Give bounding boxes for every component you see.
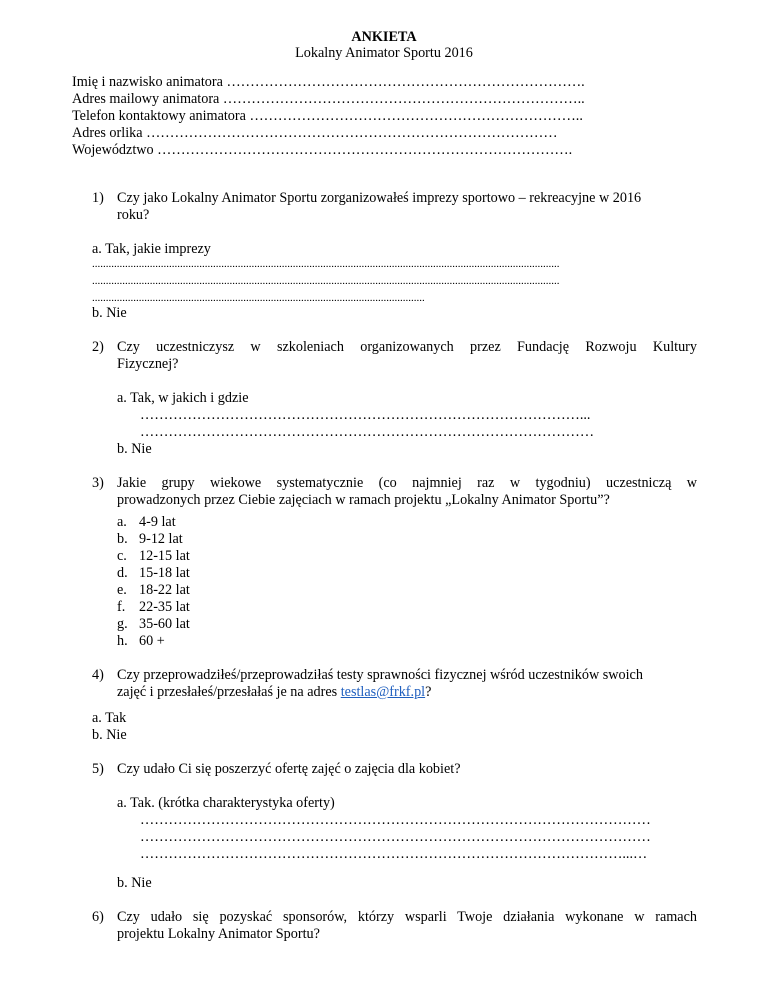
question-1-number: 1) — [92, 190, 104, 206]
question-4-option-b[interactable]: b. Nie — [92, 727, 127, 743]
question-5-answer-line[interactable]: …………………………………………………………………………………………...… — [140, 846, 648, 862]
option-letter: g. — [117, 616, 128, 632]
option-text: 60 + — [139, 633, 165, 649]
option-text: 15-18 lat — [139, 565, 190, 581]
option-letter: h. — [117, 633, 128, 649]
age-option-b[interactable] — [117, 531, 183, 548]
age-option-h[interactable] — [117, 633, 165, 650]
field-fill: ……………………………………………………………………………. — [157, 142, 573, 158]
question-5-option-b[interactable]: b. Nie — [117, 875, 152, 891]
field-label: Adres mailowy animatora — [72, 91, 220, 107]
question-5-option-a[interactable]: a. Tak. (krótka charakterystyka oferty) — [117, 795, 335, 811]
question-1-text-cont: roku? — [117, 207, 150, 223]
field-fill: …………………………………………………………………. — [226, 74, 585, 90]
question-2-option-a[interactable]: a. Tak, w jakich i gdzie — [117, 390, 249, 406]
question-1-option-a[interactable]: a. Tak, jakie imprezy — [92, 241, 211, 257]
age-option-d[interactable] — [117, 565, 190, 582]
field-label: Adres orlika — [72, 125, 143, 141]
page-title: ANKIETA — [351, 29, 417, 45]
question-2-option-b[interactable]: b. Nie — [117, 441, 152, 457]
question-4-number: 4) — [92, 667, 104, 683]
question-3-text-cont: prowadzonych przez Ciebie zajęciach w ramach projektu „Lokalny Animator Sportu”? — [117, 492, 610, 508]
option-text: 22-35 lat — [139, 599, 190, 615]
question-4-text-cont — [117, 684, 431, 701]
option-text: 9-12 lat — [139, 531, 183, 547]
question-1-answer-line[interactable]: .......................................................................................................................................................................... — [92, 275, 560, 287]
question-5-text: Czy udało Ci się poszerzyć ofertę zajęć o zajęcia dla kobiet? — [117, 761, 461, 777]
question-3-number: 3) — [92, 475, 104, 491]
field-fill: …………………………………………………………….. — [249, 108, 583, 124]
field-voivodeship[interactable] — [72, 142, 572, 159]
age-option-f[interactable] — [117, 599, 190, 616]
question-6-text-cont: projektu Lokalny Animator Sportu? — [117, 926, 320, 942]
question-1-option-b[interactable]: b. Nie — [92, 305, 127, 321]
question-3-text: Jakie grupy wiekowe systematycznie (co najmniej raz w tygodniu) uczestniczą w — [117, 475, 697, 491]
question-4-text-before: zajęć i przesłałeś/przesłałaś je na adres — [117, 684, 341, 700]
question-2-text: Czy uczestniczysz w szkoleniach organizowanych przez Fundację Rozwoju Kultury — [117, 339, 697, 355]
question-1-answer-line[interactable]: ......................................................................................................................... — [92, 292, 425, 304]
question-2-answer-line[interactable]: …………………………………………………………………………………... — [140, 407, 591, 423]
option-letter: c. — [117, 548, 127, 564]
option-letter: f. — [117, 599, 126, 615]
field-orlik-address[interactable] — [72, 125, 558, 142]
age-option-e[interactable] — [117, 582, 190, 599]
field-animator-email[interactable] — [72, 91, 585, 108]
field-animator-phone[interactable] — [72, 108, 583, 125]
field-label: Województwo — [72, 142, 154, 158]
age-option-g[interactable] — [117, 616, 190, 633]
option-letter: a. — [117, 514, 127, 530]
option-text: 18-22 lat — [139, 582, 190, 598]
question-2-answer-line[interactable]: …………………………………………………………………………………… — [140, 424, 594, 440]
option-letter: b. — [117, 531, 128, 547]
question-5-number: 5) — [92, 761, 104, 777]
field-label: Telefon kontaktowy animatora — [72, 108, 246, 124]
page-subtitle: Lokalny Animator Sportu 2016 — [295, 45, 473, 61]
question-2-text-cont: Fizycznej? — [117, 356, 179, 372]
option-text: 4-9 lat — [139, 514, 176, 530]
question-2-number: 2) — [92, 339, 104, 355]
option-text: 35-60 lat — [139, 616, 190, 632]
age-option-a[interactable] — [117, 514, 176, 531]
option-letter: e. — [117, 582, 127, 598]
field-fill: ………………………………………………………………….. — [222, 91, 585, 107]
field-animator-name[interactable] — [72, 74, 585, 91]
question-4-text: Czy przeprowadziłeś/przeprowadziłaś testy sprawności fizycznej wśród uczestników swoich — [117, 667, 643, 683]
question-1-answer-line[interactable]: .......................................................................................................................................................................... — [92, 258, 560, 270]
question-4-text-after: ? — [425, 684, 432, 700]
field-fill: …………………………………………………………………………… — [146, 125, 558, 141]
question-6-number: 6) — [92, 909, 104, 925]
email-link[interactable]: testlas@frkf.pl — [340, 684, 426, 700]
option-letter: d. — [117, 565, 128, 581]
question-6-text: Czy udało się pozyskać sponsorów, którzy wsparli Twoje działania wykonane w ramach — [117, 909, 697, 925]
question-5-answer-line[interactable]: ……………………………………………………………………………………………… — [140, 829, 651, 845]
question-1-text: Czy jako Lokalny Animator Sportu zorganizowałeś imprezy sportowo – rekreacyjne w 2016 — [117, 190, 642, 206]
question-5-answer-line[interactable]: ……………………………………………………………………………………………… — [140, 812, 651, 828]
age-option-c[interactable] — [117, 548, 190, 565]
question-4-option-a[interactable]: a. Tak — [92, 710, 127, 726]
option-text: 12-15 lat — [139, 548, 190, 564]
field-label: Imię i nazwisko animatora — [72, 74, 223, 90]
